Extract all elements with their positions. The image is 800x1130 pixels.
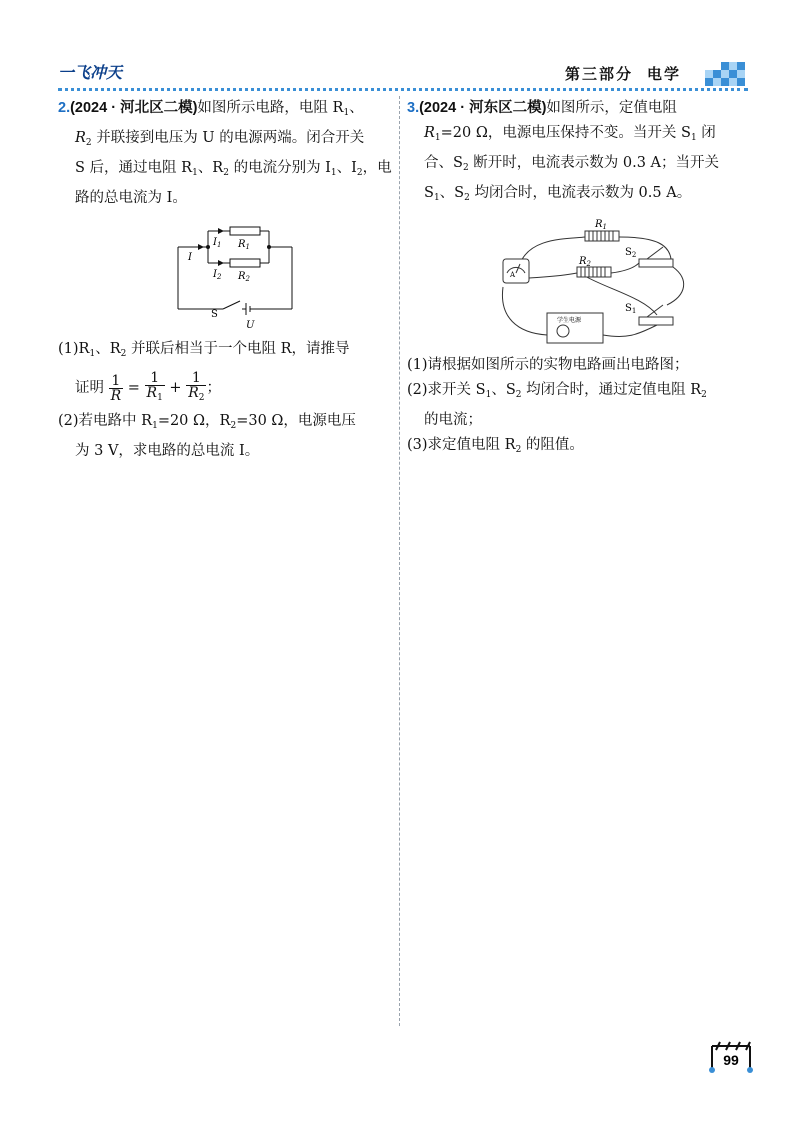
q2-stem-text: 如图所示电路，电阻 R — [197, 100, 344, 116]
switch-S2-base — [639, 259, 673, 267]
arrow-I1 — [218, 228, 224, 234]
q2-source: (2024 · 河北区二模) — [70, 100, 198, 116]
page-number: 99 — [723, 1052, 739, 1068]
sub: 1 — [89, 349, 96, 359]
switch-S2-blade — [647, 247, 663, 259]
junction-left — [206, 245, 210, 249]
q2-stem-line2 — [58, 126, 396, 156]
q2-part2-text: =20 Ω，R — [157, 413, 231, 429]
page-number-badge — [708, 1040, 754, 1076]
arrow-I — [198, 244, 204, 250]
brand-logo: 一飞冲天 — [58, 63, 123, 82]
section-part: 第三部分 — [565, 65, 634, 83]
sub: 1 — [690, 133, 697, 143]
sub: 2 — [515, 390, 522, 400]
q3-stem-line3 — [407, 151, 752, 181]
plus: + — [169, 380, 182, 396]
q2-stem-text: 、 — [349, 100, 364, 116]
question-3 — [407, 96, 752, 463]
q3-part3-text: 的阻值。 — [521, 437, 584, 453]
section-title — [565, 63, 681, 84]
q2-number: 2. — [58, 100, 71, 116]
sub: 1 — [330, 168, 337, 178]
label-I1: $I_1$ — [213, 237, 222, 249]
q3-part3 — [407, 433, 752, 463]
sub: 2 — [464, 193, 470, 203]
q2-stem-line1 — [58, 96, 396, 126]
ammeter-body — [503, 259, 529, 283]
q3-stem-line2 — [407, 121, 752, 151]
frac-1-over-R2: $\frac{1}{R_2}$ — [188, 370, 205, 403]
wire-R2-S1 — [583, 275, 657, 315]
q3-stem-line4 — [407, 181, 752, 211]
q2-part1-text: (1)R — [58, 341, 90, 357]
label-U: U — [246, 320, 255, 331]
q2-stem-text: 的电流分别为 I — [228, 160, 331, 176]
q2-part1 — [58, 337, 396, 367]
wire-S2-S1 — [667, 267, 684, 305]
q3-stem-text: 合、S — [424, 155, 463, 171]
q2-stem-text: S 后，通过电阻 R — [75, 160, 193, 176]
checker-decoration-icon — [705, 60, 749, 90]
q3-part2-line2 — [407, 408, 752, 433]
label-R2: $R_2$ — [238, 271, 250, 283]
switch-S1-blade — [647, 305, 663, 317]
resistor-R2 — [230, 259, 260, 267]
ammeter-label: A — [510, 271, 516, 279]
q2-stem-line3 — [58, 156, 396, 186]
sub: 1 — [434, 133, 441, 143]
sub: 2 — [223, 168, 229, 178]
wire-power-meter — [502, 287, 547, 335]
q2-circuit-diagram — [58, 217, 396, 331]
q3-physical-circuit — [407, 217, 752, 349]
equals: = — [127, 380, 140, 396]
label-S1: $S_1$ — [625, 303, 637, 315]
q2-part2-line2 — [58, 439, 396, 464]
wire-S1-power — [603, 325, 657, 337]
q3-part3-text: (3)求定值电阻 R — [407, 437, 516, 453]
q3-part2-text: 、S — [491, 382, 516, 398]
q2-stem-line4 — [58, 186, 396, 211]
sub: 1 — [192, 168, 198, 178]
wire-R2-S2 — [611, 263, 639, 273]
sub: 1 — [485, 390, 492, 400]
resistor-R1-body — [585, 231, 619, 241]
q3-stem-text: 断开时，电流表示数为 0.3 A；当开关 — [468, 155, 720, 171]
frac-1-over-R: $\frac{1}{R}$ — [110, 372, 122, 404]
q3-part2-text: (2)求开关 S — [407, 382, 486, 398]
question-2 — [58, 96, 396, 464]
resistor-R2-coils — [581, 267, 605, 277]
q2-stem-text: 并联接到电压为 U 的电源两端。闭合开关 — [91, 130, 365, 146]
switch-S1-base — [639, 317, 673, 325]
q3-part1 — [407, 353, 752, 378]
q2-stem-text: 、R — [197, 160, 224, 176]
label-I: I — [188, 252, 192, 263]
q3-number: 3. — [407, 100, 420, 116]
q3-source: (2024 · 河东区二模) — [419, 100, 547, 116]
sub: 2 — [356, 168, 363, 178]
resistor-R1 — [230, 227, 260, 235]
sub: 1 — [343, 108, 350, 118]
q3-stem-text: 、S — [439, 185, 465, 201]
arrow-I2 — [218, 260, 224, 266]
label-I2: $I_2$ — [213, 269, 222, 281]
q3-part1-text: (1)请根据如图所示的实物电路画出电路图； — [407, 357, 689, 373]
power-label: 学生电源 — [557, 317, 582, 324]
q3-part2-text: 均闭合时，通过定值电阻 R — [521, 382, 702, 398]
sub: 2 — [515, 445, 522, 455]
label-R1: $R_1$ — [238, 239, 250, 251]
sub: 2 — [85, 138, 92, 148]
switch-S — [223, 301, 240, 309]
q2-part1-text: 、R — [95, 341, 121, 357]
semicolon: ； — [206, 380, 221, 396]
section-subject: 电学 — [647, 65, 682, 83]
q2-part2 — [58, 409, 396, 439]
q3-stem-text: 闭 — [696, 125, 716, 141]
sub: 1 — [152, 421, 158, 431]
column-divider — [399, 96, 400, 1026]
label-R1: $R_1$ — [595, 219, 607, 231]
sub: 2 — [120, 349, 127, 359]
junction-right — [267, 245, 271, 249]
q2-proof-label: 证明 — [75, 380, 104, 396]
var-R: R — [75, 130, 86, 146]
q3-stem-text: 如图所示，定值电阻 — [546, 100, 677, 116]
q2-part2-text: 为 3 V，求电路的总电流 I。 — [75, 443, 260, 459]
q3-stem-line1 — [407, 96, 752, 121]
header-dotted-rule — [58, 88, 748, 91]
frac-1-over-R1: $\frac{1}{R_1}$ — [146, 370, 163, 403]
q3-stem-text: =20 Ω，电源电压保持不变。当开关 S — [440, 125, 691, 141]
sub: 1 — [433, 193, 440, 203]
q2-stem-text: 路的总电流为 I。 — [75, 190, 187, 206]
q2-stem-text: 、I — [336, 160, 357, 176]
q2-part2-text: =30 Ω，电源电压 — [236, 413, 356, 429]
q3-stem-text: S — [424, 185, 434, 201]
var-R: R — [424, 125, 435, 141]
label-S: S — [211, 309, 218, 320]
q2-part2-text: (2)若电路中 R — [58, 413, 153, 429]
q3-part2-text: 的电流； — [424, 412, 482, 428]
sub: 2 — [701, 390, 707, 400]
q2-part1-formula — [58, 371, 396, 405]
label-R2: $R_2$ — [579, 256, 591, 268]
sub: 2 — [230, 421, 237, 431]
q2-stem-text: ，电 — [362, 160, 392, 176]
q3-stem-text: 均闭合时，电流表示数为 0.5 A。 — [469, 185, 692, 201]
label-S2: $S_2$ — [625, 247, 637, 259]
q2-part1-text: 并联后相当于一个电阻 R，请推导 — [126, 341, 350, 357]
q3-part2 — [407, 378, 752, 408]
sub: 2 — [462, 163, 469, 173]
resistor-R1-coils — [589, 231, 613, 241]
resistor-R2-body — [577, 267, 611, 277]
